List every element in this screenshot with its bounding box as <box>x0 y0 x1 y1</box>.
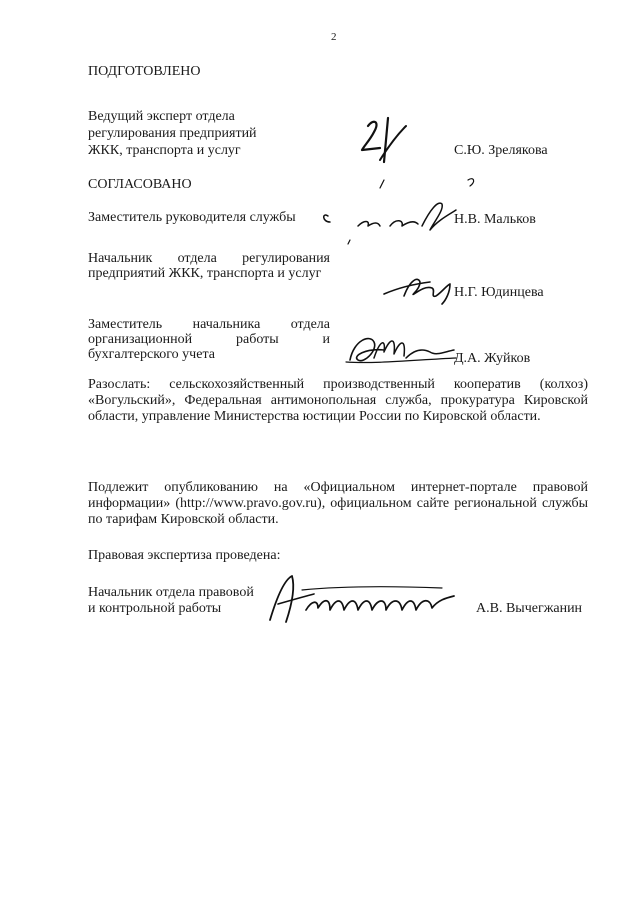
signature-zrelyakova <box>350 110 410 170</box>
signature-malkov <box>318 170 478 250</box>
signature-vychegzhanin <box>262 570 462 628</box>
prepared-name: С.Ю. Зрелякова <box>454 143 548 158</box>
legal-review-heading: Правовая экспертиза проведена: <box>88 548 281 563</box>
prepared-position-line-1: Ведущий эксперт отдела <box>88 109 235 124</box>
agreed-name-3: Д.А. Жуйков <box>454 351 531 366</box>
publication-note: Подлежит опубликованию на «Официальном интернет-портале правовой информации» (http://www.pravo.gov.ru), официальном сайте региональной службы по тарифам Кировской области. <box>88 480 588 527</box>
agreed-position-2: Начальник отдела регулирования предприятий ЖКК, транспорта и услуг <box>88 251 330 281</box>
agreed-name-2: Н.Г. Юдинцева <box>454 285 544 300</box>
agreed-name-1: Н.В. Мальков <box>454 212 536 227</box>
agreed-heading: СОГЛАСОВАНО <box>88 177 192 192</box>
legal-review-name: А.В. Вычегжанин <box>476 601 583 616</box>
distribution-list: Разослать: сельскохозяйственный производственный кооператив (колхоз) «Вогульский», Федеральная антимонопольная служба, прокуратура Кировской области, управление Министерства юстиции России по Кировской области. <box>88 377 588 424</box>
legal-review-position-line-1: Начальник отдела правовой <box>88 585 254 600</box>
signature-zhuikov <box>344 330 464 372</box>
legal-review-position-line-2: и контрольной работы <box>88 601 222 616</box>
prepared-position-line-3: ЖКК, транспорта и услуг <box>88 143 241 158</box>
page-number: 2 <box>331 31 337 43</box>
agreed-position-1: Заместитель руководителя службы <box>88 210 296 225</box>
prepared-position-line-2: регулирования предприятий <box>88 126 257 141</box>
signature-yudintseva <box>380 268 460 308</box>
prepared-heading: ПОДГОТОВЛЕНО <box>88 64 201 79</box>
agreed-position-3: Заместитель начальника отдела организационной работы и бухгалтерского учета <box>88 317 330 362</box>
